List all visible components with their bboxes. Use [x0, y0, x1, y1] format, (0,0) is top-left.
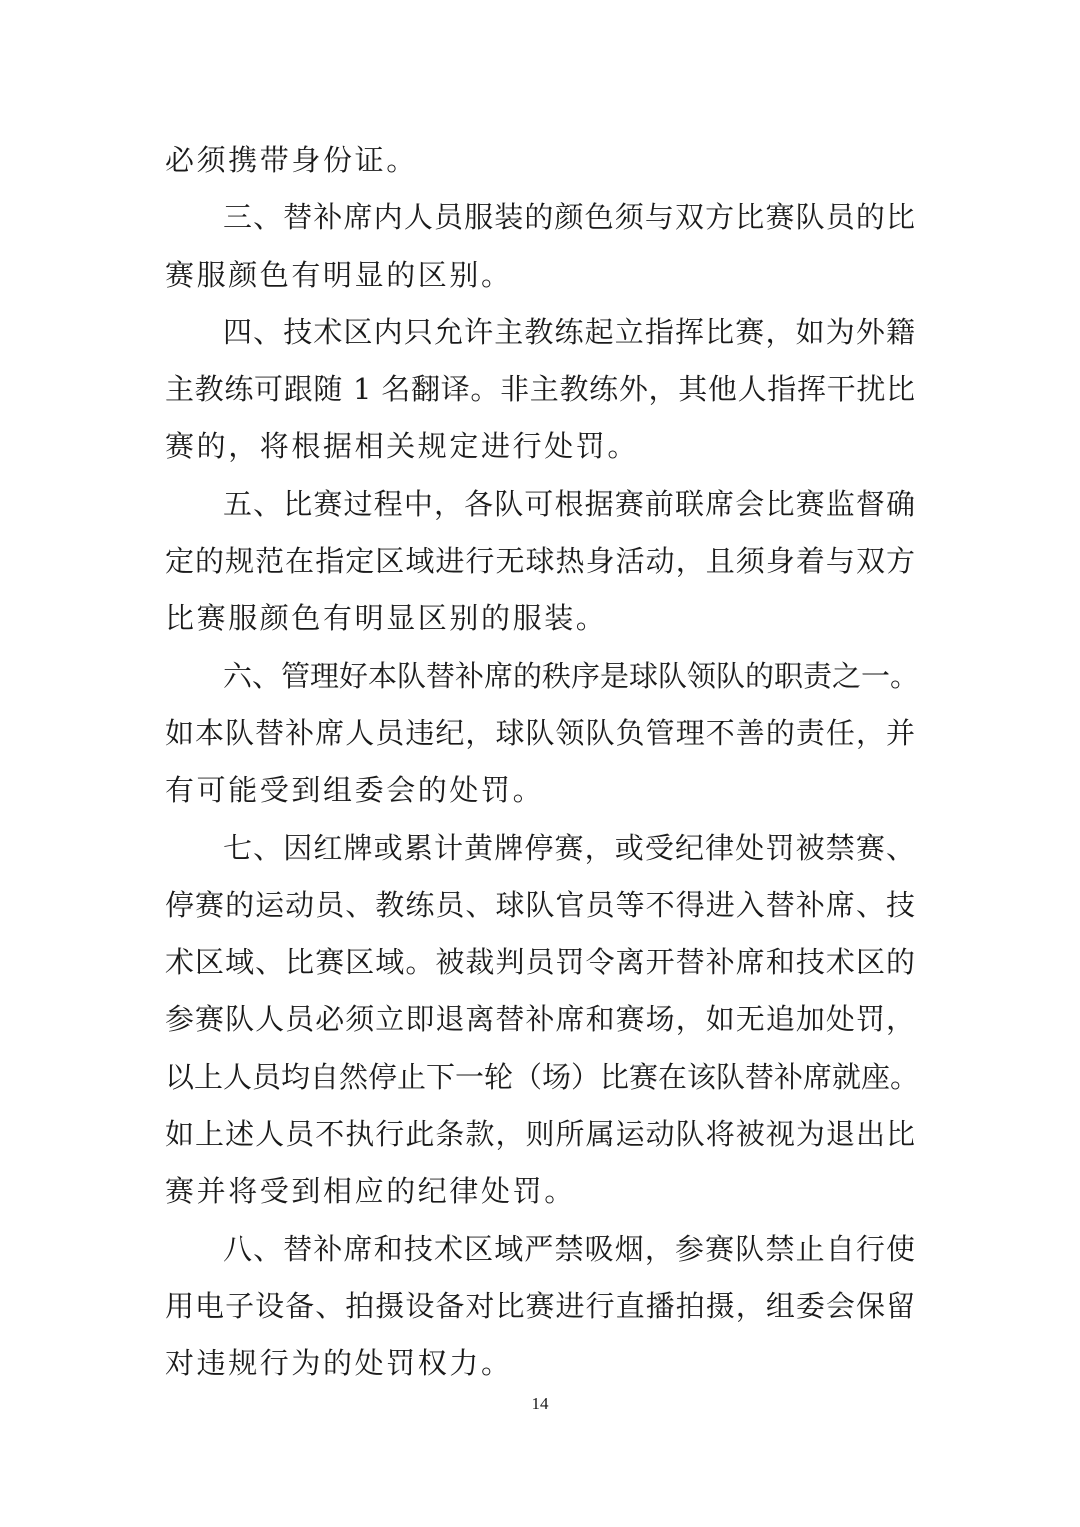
- text-line: 四、技术区内只允许主教练起立指挥比赛，如为外籍: [223, 314, 915, 349]
- text-line: 六、管理好本队替补席的秩序是球队领队的职责之一。: [223, 658, 920, 693]
- text-line: 有可能受到组委会的处罚。: [165, 773, 545, 808]
- text-line: 必须携带身份证。: [165, 143, 418, 177]
- text-line: 七、因红牌或累计黄牌停赛，或受纪律处罚被禁赛、: [223, 830, 915, 865]
- text-line: 五、比赛过程中，各队可根据赛前联席会比赛监督确: [223, 486, 915, 521]
- text-line: 术区域、比赛区域。被裁判员罚令离开替补席和技术区的: [165, 945, 915, 980]
- text-line: 如本队替补席人员违纪，球队领队负管理不善的责任，并: [165, 715, 915, 750]
- text-line: 赛并将受到相应的纪律处罚。: [165, 1174, 576, 1209]
- text-line: 对违规行为的处罚权力。: [165, 1346, 513, 1381]
- page-number: 14: [531, 1394, 549, 1413]
- text-line: 比赛服颜色有明显区别的服装。: [165, 601, 608, 636]
- text-line: 参赛队人员必须立即退离替补席和赛场，如无追加处罚，: [165, 1002, 915, 1037]
- text-line: 赛的，将根据相关规定进行处罚。: [165, 429, 640, 464]
- text-line: 停赛的运动员、教练员、球队官员等不得进入替补席、技: [165, 887, 915, 922]
- text-line: 以上人员均自然停止下一轮（场）比赛在该队替补席就座。: [165, 1059, 920, 1094]
- text-line: 用电子设备、拍摄设备对比赛进行直播拍摄，组委会保留: [165, 1288, 915, 1323]
- text-line: 八、替补席和技术区域严禁吸烟，参赛队禁止自行使: [223, 1231, 915, 1266]
- text-line: 三、替补席内人员服装的颜色须与双方比赛队员的比: [223, 200, 915, 235]
- text-line: 定的规范在指定区域进行无球热身活动，且须身着与双方: [165, 544, 915, 579]
- text-line: 主教练可跟随 1 名翻译。非主教练外，其他人指挥干扰比: [165, 372, 915, 407]
- text-line: 如上述人员不执行此条款，则所属运动队将被视为退出比: [165, 1117, 915, 1152]
- body-text: [165, 132, 920, 1393]
- text-line: 赛服颜色有明显的区别。: [165, 257, 513, 292]
